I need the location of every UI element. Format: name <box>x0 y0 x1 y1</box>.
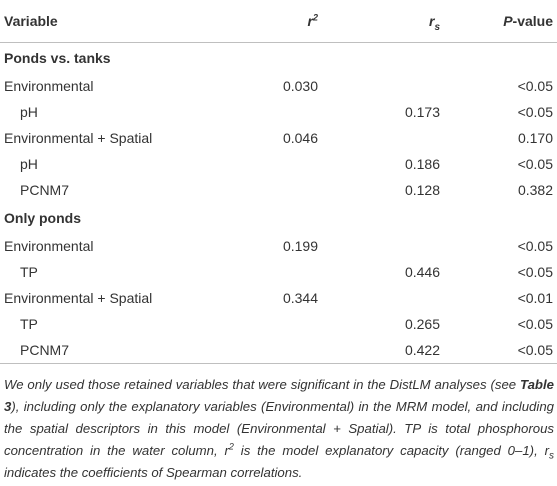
table-row <box>0 259 557 285</box>
cell-p-value: <0.05 <box>517 104 553 120</box>
cell-p-value: 0.382 <box>517 182 553 198</box>
table-row <box>0 337 557 364</box>
cell-variable: Environmental + Spatial <box>4 130 153 146</box>
cell-p-value: <0.05 <box>440 337 557 364</box>
cell-variable: PCNM7 <box>0 337 200 364</box>
cell-variable: pH <box>20 104 38 120</box>
cell-r2: 0.344 <box>282 290 318 306</box>
cell-p-value: <0.05 <box>517 264 553 280</box>
cell-rs: 0.186 <box>404 156 440 172</box>
table-body <box>0 43 557 364</box>
cell-variable: PCNM7 <box>20 182 70 198</box>
cell-variable: Environmental <box>4 78 94 94</box>
header-rs: $r_s$ <box>318 0 440 43</box>
cell-p-value: <0.01 <box>517 290 553 306</box>
cell-rs <box>318 233 440 259</box>
cell-rs <box>318 285 440 311</box>
section-heading-row <box>0 203 557 233</box>
cell-r2: 0.030 <box>282 78 318 94</box>
header-row <box>0 0 557 43</box>
cell-rs <box>318 73 440 99</box>
cell-r2 <box>200 151 318 177</box>
section-title: Only ponds <box>4 210 81 226</box>
cell-r2 <box>200 337 318 364</box>
header-variable: Variable <box>0 0 200 43</box>
cell-p-value: 0.170 <box>517 130 553 146</box>
cell-rs: 0.446 <box>404 264 440 280</box>
cell-variable: Environmental + Spatial <box>4 290 153 306</box>
cell-r2 <box>200 259 318 285</box>
cell-rs: 0.173 <box>404 104 440 120</box>
table-row <box>0 99 557 125</box>
cell-r2 <box>200 177 318 203</box>
cell-p-value: <0.05 <box>517 316 553 332</box>
table-row <box>0 285 557 311</box>
section-heading-row <box>0 43 557 74</box>
header-r2: $r^2$ <box>200 0 318 43</box>
cell-variable: TP <box>20 264 38 280</box>
section-title: Ponds vs. tanks <box>4 50 111 66</box>
cell-rs: 0.422 <box>318 337 440 364</box>
cell-r2: 0.199 <box>282 238 318 254</box>
table-row <box>0 233 557 259</box>
cell-p-value: <0.05 <box>517 78 553 94</box>
table-row <box>0 311 557 337</box>
cell-rs: 0.265 <box>404 316 440 332</box>
cell-variable: pH <box>20 156 38 172</box>
cell-variable: TP <box>20 316 38 332</box>
cell-rs <box>318 125 440 151</box>
table-row <box>0 73 557 99</box>
cell-variable: Environmental <box>4 238 94 254</box>
cell-r2: 0.046 <box>282 130 318 146</box>
table-row <box>0 125 557 151</box>
table-3-reference[interactable]: Table 3 <box>4 377 554 414</box>
cell-r2 <box>200 99 318 125</box>
header-p-value: P-value <box>440 0 557 43</box>
table-row <box>0 177 557 203</box>
cell-r2 <box>200 311 318 337</box>
table-footnote: We only used those retained variables that were significant in the DistLM analyses (see Table 3), including only the explanatory variables (Environmental) in the MRM model, and including the spatial descriptors in this model (Environmental + Spatial). TP is total phosphorous concentration in the water column, $r^2$ is the model explanatory capacity (ranged 0–1), $r_s$ indicates the coefficients of Spearman correlations. <box>4 377 554 480</box>
cell-p-value: <0.05 <box>517 156 553 172</box>
cell-rs: 0.128 <box>404 182 440 198</box>
cell-p-value: <0.05 <box>517 238 553 254</box>
table-row <box>0 151 557 177</box>
